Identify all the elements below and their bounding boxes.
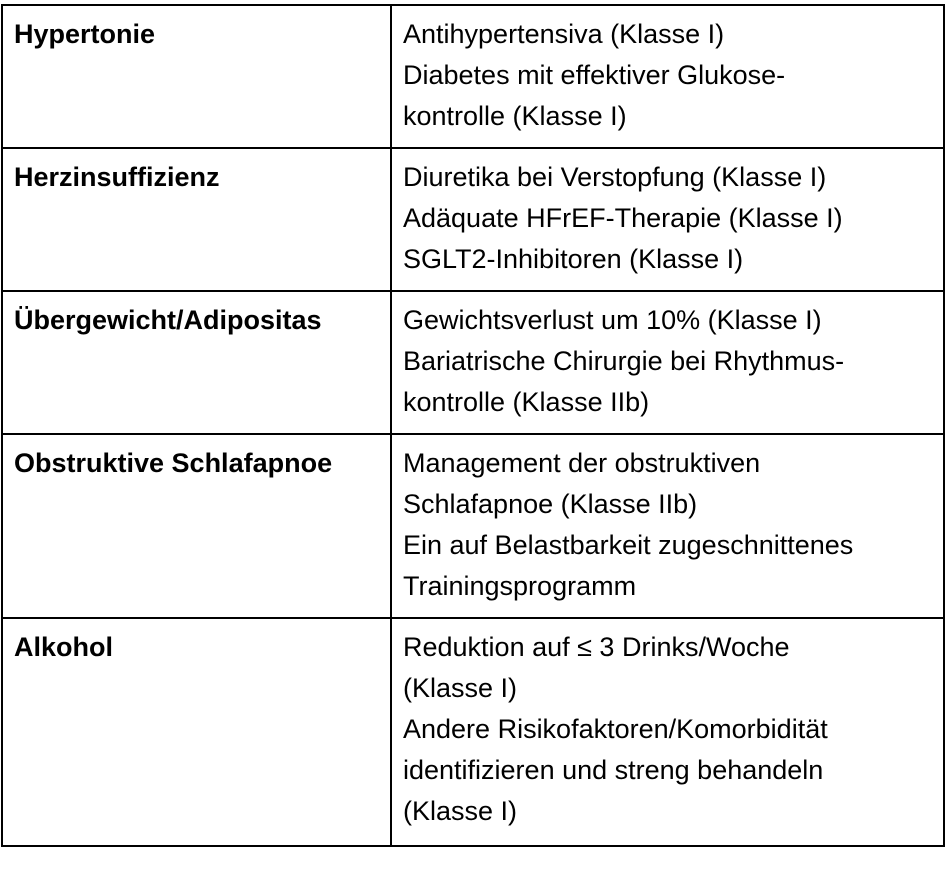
condition-cell: Obstruktive Schlafapnoe <box>2 434 391 618</box>
recommendation-cell <box>391 148 944 291</box>
table-row <box>2 291 944 434</box>
condition-cell: Hypertonie <box>2 5 391 148</box>
table-row <box>2 434 944 618</box>
table-row <box>2 148 944 291</box>
recommendation-line: Trainingsprogramm <box>403 571 637 601</box>
recommendation-line: Schlafapnoe (Klasse IIb) <box>403 489 698 519</box>
recommendation-line: SGLT2-Inhibitoren (Klasse I) <box>403 244 744 274</box>
recommendation-cell <box>391 618 944 846</box>
recommendation-cell <box>391 434 944 618</box>
recommendation-line: Management der obstruktiven <box>403 448 761 478</box>
recommendation-line: Diabetes mit effektiver Glukose- <box>403 60 786 90</box>
recommendation-line: Diuretika bei Verstopfung (Klasse I) <box>403 162 827 192</box>
risk-factor-table <box>1 4 945 847</box>
recommendation-line: (Klasse I) <box>403 673 518 703</box>
recommendation-line: Gewichtsverlust um 10% (Klasse I) <box>403 305 822 335</box>
table-row <box>2 618 944 846</box>
recommendation-line: Adäquate HFrEF-Therapie (Klasse I) <box>403 203 843 233</box>
condition-cell: Herzinsuffizienz <box>2 148 391 291</box>
recommendation-line: Bariatrische Chirurgie bei Rhythmus- <box>403 346 845 376</box>
recommendation-line: identifizieren und streng behandeln <box>403 755 824 785</box>
recommendation-line: Andere Risikofaktoren/Komorbidität <box>403 714 828 744</box>
condition-cell: Übergewicht/Adipositas <box>2 291 391 434</box>
recommendation-line: Antihypertensiva (Klasse I) <box>403 19 725 49</box>
recommendation-line: kontrolle (Klasse IIb) <box>403 387 650 417</box>
recommendation-line: kontrolle (Klasse I) <box>403 101 627 131</box>
recommendation-line: Ein auf Belastbarkeit zugeschnittenes <box>403 530 854 560</box>
recommendation-line: Reduktion auf ≤ 3 Drinks/Woche <box>403 632 790 662</box>
recommendation-line: (Klasse I) <box>403 796 518 826</box>
recommendation-cell <box>391 5 944 148</box>
table-row <box>2 5 944 148</box>
condition-cell: Alkohol <box>2 618 391 846</box>
recommendation-cell <box>391 291 944 434</box>
